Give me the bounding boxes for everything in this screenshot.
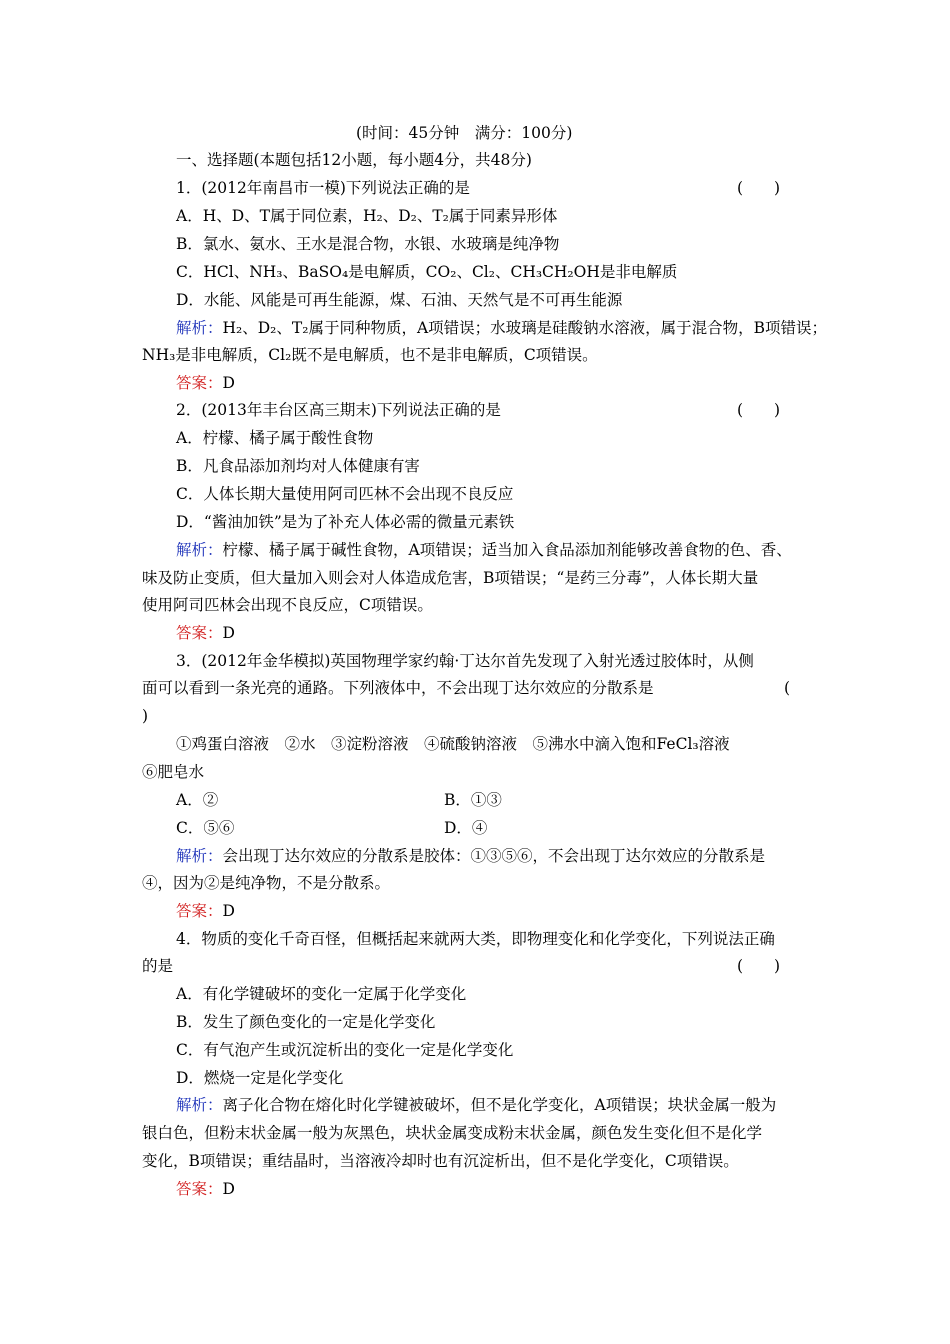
- q2-option-d: D．“酱油加铁”是为了补充人体必需的微量元素铁: [176, 513, 515, 531]
- answer-value: D: [222, 624, 235, 642]
- q1-analysis-line1: [176, 318, 827, 338]
- analysis-label: 解析：: [176, 847, 223, 865]
- q2-answer-blank: ( ): [737, 401, 781, 419]
- q4-analysis-line3: 变化，B项错误；重结晶时，当溶液冷却时也有沉淀析出，但不是化学变化，C项错误。: [142, 1152, 739, 1170]
- q1-option-b: B．氯水、氨水、王水是混合物，水银、水玻璃是纯净物: [176, 235, 560, 253]
- analysis-text: H₂、D₂、T₂属于同种物质，A项错误；水玻璃是硅酸钠水溶液，属于混合物，B项错误；: [222, 319, 828, 337]
- q3-option-d: D．④: [444, 819, 488, 837]
- answer-label: 答案：: [176, 902, 223, 920]
- analysis-text: 柠檬、橘子属于碱性食物，A项错误；适当加入食品添加剂能够改善食物的色、香、: [222, 541, 792, 559]
- q2-option-c: C．人体长期大量使用阿司匹林不会出现不良反应: [176, 485, 514, 503]
- q3-list-line2: ⑥肥皂水: [142, 763, 205, 781]
- q3-option-a: A．②: [176, 791, 219, 809]
- q3-analysis-line2: ④，因为②是纯净物，不是分散系。: [142, 874, 391, 892]
- answer-value: D: [222, 374, 235, 392]
- q4-option-a: A．有化学键破坏的变化一定属于化学变化: [176, 985, 467, 1003]
- q1-answer-blank: ( ): [737, 179, 781, 197]
- section-heading: 一、选择题(本题包括12小题，每小题4分，共48分): [176, 151, 532, 169]
- q2-option-b: B．凡食品添加剂均对人体健康有害: [176, 457, 420, 475]
- exam-header: (时间：45分钟 满分：100分): [356, 124, 573, 142]
- q4-option-c: C．有气泡产生或沉淀析出的变化一定是化学变化: [176, 1041, 514, 1059]
- q3-stem-line2: 面可以看到一条光亮的通路。下列液体中，不会出现丁达尔效应的分散系是: [142, 679, 654, 697]
- q3-option-b: B．①③: [444, 791, 502, 809]
- q1-stem: 1．(2012年南昌市一模)下列说法正确的是: [176, 179, 470, 197]
- analysis-text: 离子化合物在熔化时化学键被破坏，但不是化学变化，A项错误；块状金属一般为: [222, 1096, 777, 1114]
- q3-list-line1: ①鸡蛋白溶液 ②水 ③淀粉溶液 ④硫酸钠溶液 ⑤沸水中滴入饱和FeCl₃溶液: [176, 735, 730, 753]
- q4-stem-line2: 的是: [142, 957, 174, 975]
- answer-value: D: [222, 902, 235, 920]
- q2-answer: [176, 623, 235, 643]
- q3-stem-line1: 3．(2012年金华模拟)英国物理学家约翰·丁达尔首先发现了入射光透过胶体时，从侧: [176, 652, 754, 670]
- q3-answer: [176, 901, 235, 921]
- q3-stem-line3: ): [142, 707, 149, 725]
- answer-value: D: [222, 1180, 235, 1198]
- q2-option-a: A．柠檬、橘子属于酸性食物: [176, 429, 374, 447]
- analysis-label: 解析：: [176, 1096, 223, 1114]
- answer-label: 答案：: [176, 624, 223, 642]
- q4-answer-blank: ( ): [737, 957, 781, 975]
- analysis-text: 会出现丁达尔效应的分散系是胶体：①③⑤⑥，不会出现丁达尔效应的分散系是: [222, 847, 766, 865]
- answer-label: 答案：: [176, 374, 223, 392]
- q4-analysis-line2: 银白色，但粉末状金属一般为灰黑色，块状金属变成粉末状金属，颜色发生变化但不是化学: [142, 1124, 763, 1142]
- q3-option-c: C．⑤⑥: [176, 819, 235, 837]
- q2-analysis-line3: 使用阿司匹林会出现不良反应，C项错误。: [142, 596, 433, 614]
- q2-analysis-line2: 味及防止变质，但大量加入则会对人体造成危害，B项错误；“是药三分毒”，人体长期大量: [142, 569, 759, 587]
- answer-label: 答案：: [176, 1180, 223, 1198]
- q2-stem: 2．(2013年丰台区高三期末)下列说法正确的是: [176, 401, 501, 419]
- q2-analysis-line1: [176, 540, 792, 560]
- q1-answer: [176, 373, 235, 393]
- analysis-label: 解析：: [176, 319, 223, 337]
- q4-stem-line1: 4．物质的变化千奇百怪，但概括起来就两大类，即物理变化和化学变化，下列说法正确: [176, 930, 775, 948]
- q3-answer-blank-open: (: [784, 679, 791, 697]
- q4-option-d: D．燃烧一定是化学变化: [176, 1069, 344, 1087]
- q4-answer: [176, 1179, 235, 1199]
- q4-option-b: B．发生了颜色变化的一定是化学变化: [176, 1013, 436, 1031]
- q3-analysis-line1: [176, 846, 765, 866]
- q4-analysis-line1: [176, 1095, 776, 1115]
- q1-option-c: C．HCl、NH₃、BaSO₄是电解质，CO₂、Cl₂、CH₃CH₂OH是非电解质: [176, 263, 678, 281]
- analysis-label: 解析：: [176, 541, 223, 559]
- q1-option-a: A．H、D、T属于同位素，H₂、D₂、T₂属于同素异形体: [176, 207, 558, 225]
- q1-analysis-line2: NH₃是非电解质，Cl₂既不是电解质，也不是非电解质，C项错误。: [142, 346, 598, 364]
- q1-option-d: D．水能、风能是可再生能源，煤、石油、天然气是不可再生能源: [176, 291, 623, 309]
